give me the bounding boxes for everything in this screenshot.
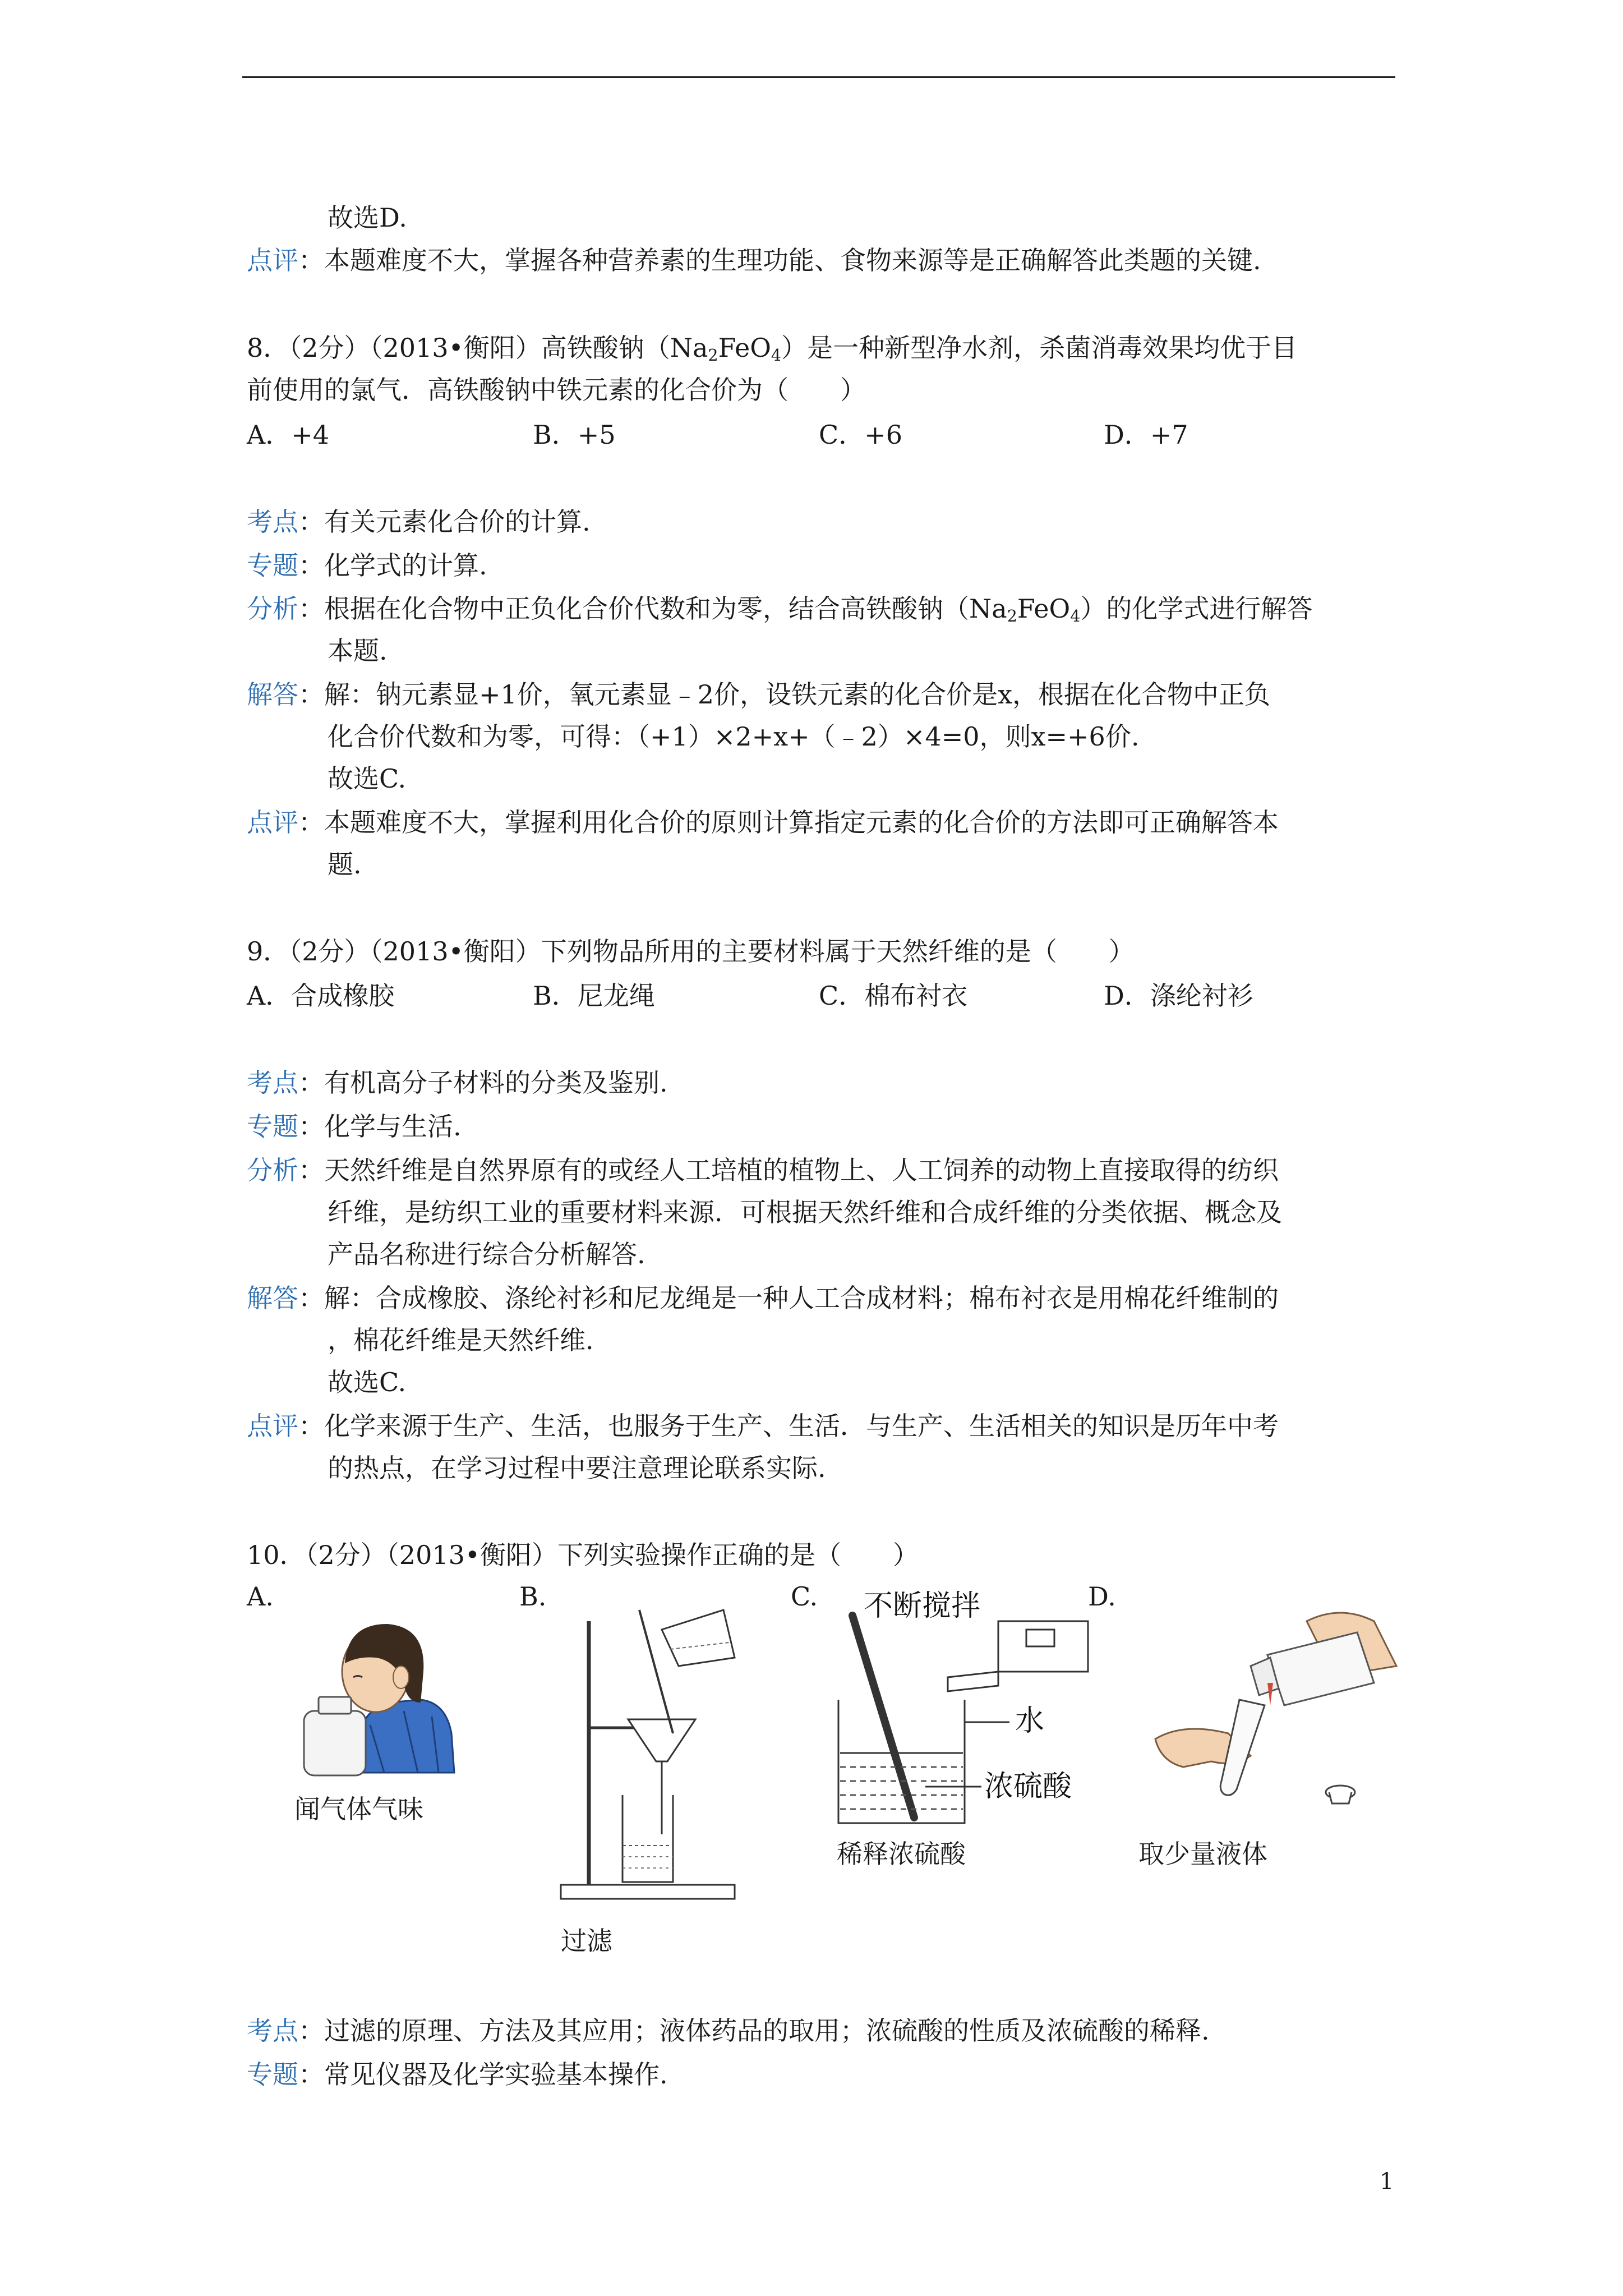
q8-analysis-line-1: 分析：根据在化合物中正负化合价代数和为零，结合高铁酸钠$(Na_2FeO_4)$的化学式进行解答 (247, 593, 1313, 626)
q9-option-d: D．涤纶衬衫 (1104, 981, 1253, 1011)
caption-b: 过滤 (561, 1926, 612, 1956)
q7-comment: 点评：本题难度不大，掌握各种营养素的生理功能、食物来源等是正确解答此类题的关键. (247, 245, 1261, 275)
q8-topic: 专题：化学式的计算. (247, 550, 487, 581)
q9-comment-line-1: 点评：化学来源于生产、生活，也服务于生产、生活．与生产、生活相关的知识是历年中考 (247, 1411, 1279, 1441)
q10-option-a-letter: A. (247, 1581, 274, 1612)
caption-c: 稀释浓硫酸 (837, 1839, 966, 1869)
q9-analysis-line-3: 产品名称进行综合分析解答. (328, 1239, 645, 1269)
caption-a: 闻气体气味 (294, 1794, 423, 1824)
q9-solution-line-2: ，棉花纤维是天然纤维. (328, 1325, 594, 1355)
q8-option-b: B．+5 (533, 420, 616, 450)
q9-option-c: C．棉布衬衣 (819, 981, 968, 1011)
q8-solution-line-1: 解答：解：钠元素显+1价，氧元素显﹣2价，设铁元素的化合价是x，根据在化合物中正负 (247, 679, 1271, 710)
q8-comment-line-1: 点评：本题难度不大，掌握利用化合价的原则计算指定元素的化合价的方法即可正确解答本 (247, 807, 1279, 838)
q8-knowledge-point: 考点：有关元素化合价的计算. (247, 507, 591, 537)
q9-solution-line-3: 故选C. (328, 1367, 407, 1397)
q8-solution-line-3: 故选C. (328, 763, 407, 794)
q9-comment-line-2: 的热点，在学习过程中要注意理论联系实际. (328, 1453, 826, 1483)
q8-option-d: D．+7 (1104, 420, 1188, 450)
q8-analysis-line-2: 本题. (328, 636, 388, 666)
figure-smell-gas (292, 1604, 460, 1784)
header-rule (242, 76, 1395, 78)
q10-stem: 10．（2分）（2013•衡阳）下列实验操作正确的是（ ） (247, 1540, 919, 1570)
q9-knowledge-point: 考点：有机高分子材料的分类及鉴别. (247, 1068, 668, 1098)
q8-option-a: A．+4 (247, 420, 330, 450)
figure-take-liquid (1138, 1599, 1408, 1823)
q10-knowledge-point: 考点：过滤的原理、方法及其应用；液体药品的取用；浓硫酸的性质及浓硫酸的稀释. (247, 2016, 1210, 2046)
q9-option-b: B．尼龙绳 (533, 981, 655, 1011)
q8-solution-line-2: 化合价代数和为零，可得：（+1）×2+x+（﹣2）×4=0，则x=+6价. (328, 721, 1140, 752)
label-acid: 浓硫酸 (984, 1770, 1072, 1803)
q8-stem-line-1: 8．（2分）（2013•衡阳）高铁酸钠$(Na_2FeO_4)$是一种新型净水剂，杀菌消毒效果均优于目 (247, 333, 1298, 365)
label-water: 水 (1015, 1704, 1045, 1738)
q8-stem-line-2: 前使用的氯气．高铁酸钠中铁元素的化合价为（ ） (247, 375, 866, 405)
q8-option-c: C．+6 (819, 420, 903, 450)
q10-topic: 专题：常见仪器及化学实验基本操作. (247, 2059, 668, 2090)
caption-d: 取少量液体 (1138, 1839, 1267, 1869)
comment-label: 点评 (247, 245, 298, 275)
q9-analysis-line-1: 分析：天然纤维是自然界原有的或经人工培植的植物上、人工饲养的动物上直接取得的纺织 (247, 1155, 1279, 1185)
q10-option-b-letter: B. (519, 1581, 547, 1612)
q9-stem: 9．（2分）（2013•衡阳）下列物品所用的主要材料属于天然纤维的是（ ） (247, 936, 1135, 967)
q10-option-c-letter: C. (791, 1581, 818, 1612)
q7-conclusion: 故选D. (328, 203, 407, 233)
label-stir: 不断搅拌 (864, 1589, 981, 1623)
q9-analysis-line-2: 纤维，是纺织工业的重要材料来源．可根据天然纤维和合成纤维的分类依据、概念及 (328, 1197, 1282, 1227)
q10-option-d-letter: D. (1088, 1581, 1116, 1612)
figure-dilute-acid (830, 1588, 1144, 1834)
figure-filtration (550, 1599, 763, 1907)
q8-comment-line-2: 题. (328, 849, 362, 880)
q9-topic: 专题：化学与生活. (247, 1111, 462, 1142)
q9-option-a: A．合成橡胶 (247, 981, 395, 1011)
q9-solution-line-1: 解答：解：合成橡胶、涤纶衬衫和尼龙绳是一种人工合成材料；棉布衬衣是用棉花纤维制的 (247, 1283, 1279, 1313)
page-number: 1 (1380, 2169, 1394, 2194)
